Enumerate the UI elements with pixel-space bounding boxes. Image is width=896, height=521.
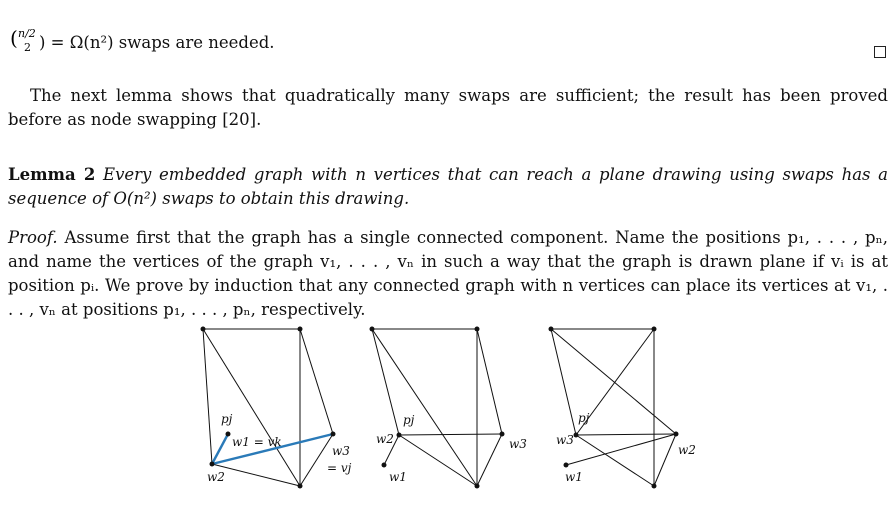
label-g3-w1: w1 [565, 470, 583, 484]
proof-end-text: ) = Ω(n²) swaps are needed. [39, 33, 275, 52]
paragraph-next-lemma [8, 84, 888, 132]
binom-bottom: 2 [24, 41, 31, 54]
figure-graphs [190, 322, 720, 497]
graph-2-vertices [370, 327, 505, 489]
proof-end-line [8, 16, 888, 58]
graph-3-vertices [549, 327, 679, 489]
graph-1 [203, 329, 333, 486]
label-g3-w3: w3 [556, 433, 574, 447]
label-g2-pj: pj [403, 413, 415, 427]
proof-heading: Proof. [8, 228, 58, 247]
binom-top: n/2 [18, 27, 36, 40]
label-g1-w1: w1 = vk [232, 435, 282, 449]
label-g2-w3: w3 [509, 437, 527, 451]
proof [8, 226, 888, 322]
label-g1-w3: w3 [332, 444, 350, 458]
graph-2 [372, 329, 502, 486]
paragraph-next-lemma-text: The next lemma shows that quadratically many swaps are sufficient; the result has been proved before as node swapping [20]. [8, 86, 888, 129]
lemma-heading: Lemma 2 [8, 165, 96, 184]
label-g2-w2: w2 [376, 432, 394, 446]
label-g3-pj: pj [578, 411, 590, 425]
label-g1-pj: pj [221, 412, 233, 426]
graph-1-vertices [201, 327, 336, 489]
label-g3-w2: w2 [678, 443, 696, 457]
svg-text:(: ( [10, 26, 18, 50]
lemma-statement: Every embedded graph with n vertices that can reach a plane drawing using swaps has a sequence of O(n²) swaps to obtain this drawing. [8, 165, 889, 208]
label-g2-w1: w1 [389, 470, 407, 484]
label-g1-vj: = vj [327, 461, 352, 475]
label-g1-w2: w2 [207, 470, 225, 484]
lemma-2 [8, 163, 888, 211]
graph-3 [551, 329, 676, 486]
proof-text: Assume first that the graph has a single connected component. Name the positions p₁, . . . , pₙ, and name the vertices of the graph v₁, . . . , vₙ in such a way that the graph is drawn plane if vᵢ is at position pᵢ. We prove by induction that any connected graph with n vertices can place its vertices at v₁, . . . , vₙ at positions p₁, . . . , pₙ, respectively. [8, 228, 888, 319]
qed-square [874, 46, 886, 58]
